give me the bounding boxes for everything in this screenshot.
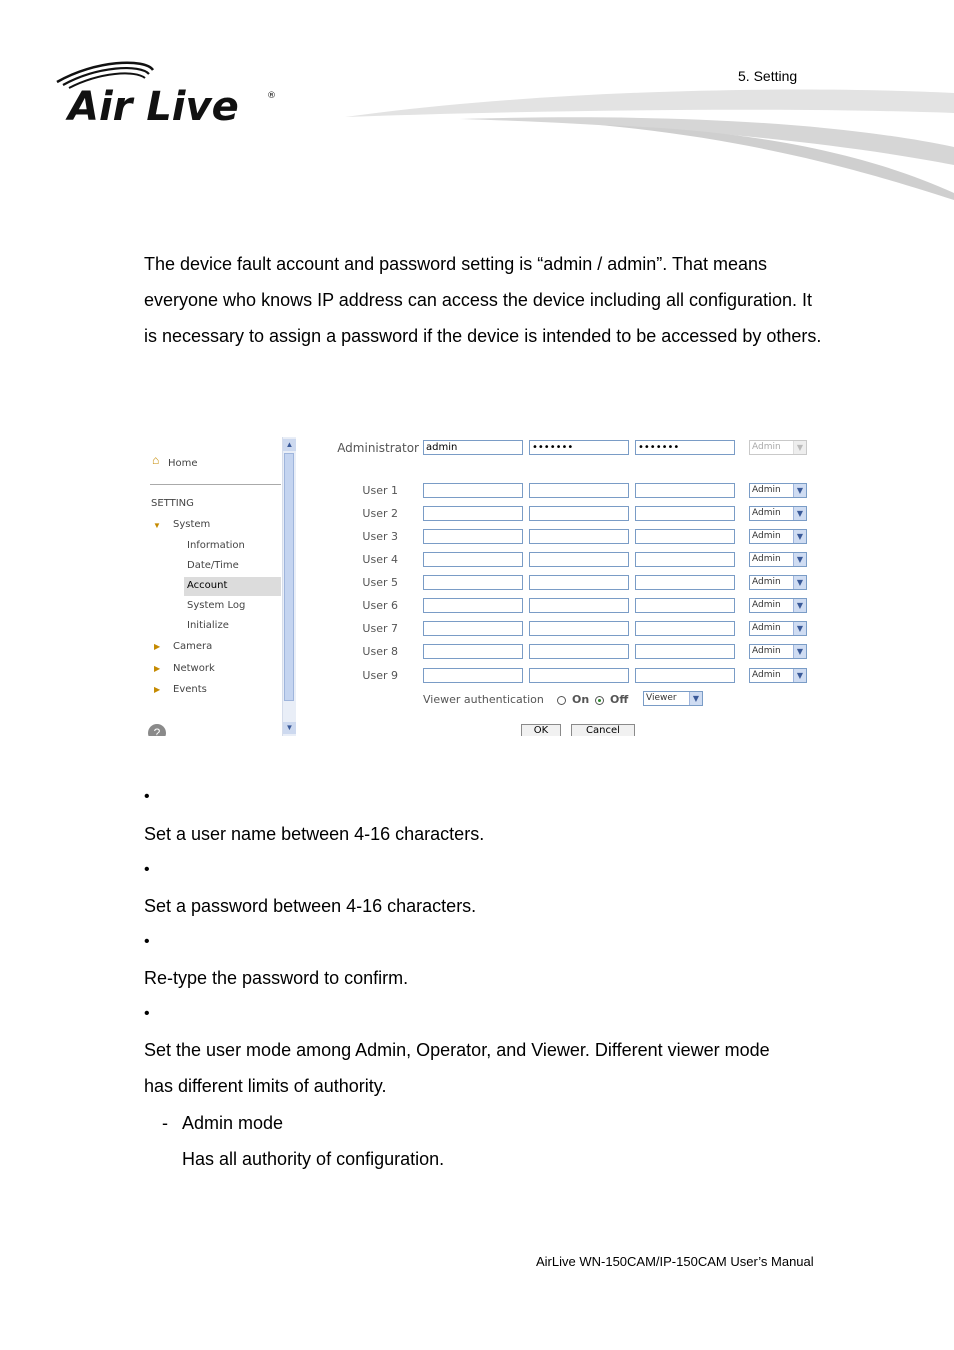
user-mode-select[interactable]: Admin ▼ xyxy=(749,483,807,498)
bullet-icon: • xyxy=(144,861,150,878)
user-name-input[interactable] xyxy=(423,529,523,544)
user-name-input[interactable] xyxy=(423,483,523,498)
user-mode-select[interactable]: Admin ▼ xyxy=(749,529,807,544)
user-password-input[interactable] xyxy=(529,598,629,613)
svg-text:®: ® xyxy=(267,91,276,101)
user-password-input[interactable] xyxy=(529,506,629,521)
bullet-icon: • xyxy=(144,1005,150,1022)
user-label: User 9 xyxy=(362,669,398,682)
chevron-down-icon: ▼ xyxy=(793,441,806,454)
chevron-down-icon: ▼ xyxy=(793,622,806,635)
viewer-mode-select[interactable]: Viewer ▼ xyxy=(643,691,703,706)
user-confirm-input[interactable] xyxy=(635,506,735,521)
nav-camera[interactable]: Camera xyxy=(173,641,213,652)
collapsed-triangle-icon: ▶ xyxy=(154,685,161,694)
cancel-button[interactable]: Cancel xyxy=(571,724,635,736)
description-password: Set a password between 4-16 characters. xyxy=(144,896,477,916)
ok-button[interactable]: OK xyxy=(521,724,561,736)
nav-home[interactable]: Home xyxy=(168,458,198,469)
nav-system[interactable]: System xyxy=(173,519,211,530)
user-confirm-input[interactable] xyxy=(635,668,735,683)
user-label: User 1 xyxy=(362,484,398,497)
user-password-input[interactable] xyxy=(529,644,629,659)
user-password-input[interactable] xyxy=(529,668,629,683)
scroll-thumb[interactable] xyxy=(284,453,294,701)
collapsed-triangle-icon: ▶ xyxy=(154,664,161,673)
nav-account[interactable]: Account xyxy=(187,580,228,591)
description-username: Set a user name between 4-16 characters. xyxy=(144,824,485,844)
admin-mode-select: Admin ▼ xyxy=(749,440,807,455)
nav-network[interactable]: Network xyxy=(173,663,215,674)
user-confirm-input[interactable] xyxy=(635,598,735,613)
bullet-icon: • xyxy=(144,788,150,805)
footer-manual-title: AirLive WN-150CAM/IP-150CAM User’s Manual xyxy=(536,1254,814,1269)
user-name-input[interactable] xyxy=(423,575,523,590)
administrator-label: Administrator xyxy=(337,441,419,455)
admin-mode-title: Admin mode xyxy=(182,1113,284,1133)
viewer-auth-label: Viewer authentication xyxy=(423,693,544,706)
user-confirm-input[interactable] xyxy=(635,644,735,659)
user-label: User 7 xyxy=(362,622,398,635)
chevron-down-icon: ▼ xyxy=(793,669,806,682)
collapsed-triangle-icon: ▶ xyxy=(154,642,161,651)
home-icon[interactable]: ⌂ xyxy=(152,453,160,467)
viewer-auth-on-radio[interactable] xyxy=(557,696,566,705)
viewer-auth-off-label: Off xyxy=(610,693,629,706)
user-label: User 4 xyxy=(362,553,398,566)
sidebar-divider xyxy=(150,484,281,485)
user-mode-select[interactable]: Admin ▼ xyxy=(749,552,807,567)
chevron-down-icon: ▼ xyxy=(793,530,806,543)
sidebar-scrollbar[interactable] xyxy=(282,437,296,736)
viewer-auth-off-radio[interactable] xyxy=(595,696,604,705)
header-swoosh xyxy=(340,85,954,200)
user-mode-select[interactable]: Admin ▼ xyxy=(749,575,807,590)
chevron-down-icon: ▼ xyxy=(793,484,806,497)
viewer-auth-on-label: On xyxy=(572,693,590,706)
user-name-input[interactable] xyxy=(423,644,523,659)
user-mode-select[interactable]: Admin ▼ xyxy=(749,506,807,521)
dash-marker: - xyxy=(162,1113,168,1133)
chevron-down-icon: ▼ xyxy=(793,645,806,658)
nav-system-log[interactable]: System Log xyxy=(187,600,246,611)
chevron-down-icon: ▼ xyxy=(793,553,806,566)
settings-sidebar xyxy=(144,437,282,736)
admin-username-input[interactable]: admin xyxy=(423,440,523,455)
user-name-input[interactable] xyxy=(423,552,523,567)
chevron-down-icon: ▼ xyxy=(793,599,806,612)
user-password-input[interactable] xyxy=(529,575,629,590)
user-confirm-input[interactable] xyxy=(635,483,735,498)
user-confirm-input[interactable] xyxy=(635,575,735,590)
user-password-input[interactable] xyxy=(529,529,629,544)
user-mode-select[interactable]: Admin ▼ xyxy=(749,598,807,613)
user-label: User 6 xyxy=(362,599,398,612)
airlive-logo xyxy=(55,60,280,130)
nav-datetime[interactable]: Date/Time xyxy=(187,560,239,571)
scroll-up-icon[interactable]: ▲ xyxy=(283,439,296,451)
bullet-icon: • xyxy=(144,933,150,950)
description-confirm: Re-type the password to confirm. xyxy=(144,968,409,988)
user-name-input[interactable] xyxy=(423,621,523,636)
user-mode-select[interactable]: Admin ▼ xyxy=(749,668,807,683)
user-password-input[interactable] xyxy=(529,483,629,498)
user-mode-select[interactable]: Admin ▼ xyxy=(749,621,807,636)
chevron-down-icon: ▼ xyxy=(793,576,806,589)
user-label: User 5 xyxy=(362,576,398,589)
chevron-down-icon: ▼ xyxy=(689,692,702,705)
user-name-input[interactable] xyxy=(423,598,523,613)
user-password-input[interactable] xyxy=(529,552,629,567)
user-confirm-input[interactable] xyxy=(635,552,735,567)
chevron-down-icon: ▼ xyxy=(793,507,806,520)
setting-heading: SETTING xyxy=(151,498,194,509)
intro-paragraph: The device fault account and password setting is “admin / admin”. That means everyone who knows IP address can access the device including all configuration. It is necessary to assign a password if the device is intended to be accessed by others. xyxy=(144,254,822,346)
expanded-triangle-icon: ▼ xyxy=(153,521,161,530)
scroll-down-icon[interactable]: ▼ xyxy=(283,722,296,734)
admin-password-input[interactable]: ••••••• xyxy=(529,440,629,455)
nav-information[interactable]: Information xyxy=(187,540,245,551)
user-label: User 8 xyxy=(362,645,398,658)
user-label: User 2 xyxy=(362,507,398,520)
nav-initialize[interactable]: Initialize xyxy=(187,620,229,631)
user-name-input[interactable] xyxy=(423,506,523,521)
description-user-mode: Set the user mode among Admin, Operator, and Viewer. Different viewer mode has different limits of authority. xyxy=(144,1040,770,1096)
user-confirm-input[interactable] xyxy=(635,529,735,544)
user-label: User 3 xyxy=(362,530,398,543)
svg-text:Air Live: Air Live xyxy=(68,84,239,130)
admin-confirm-input[interactable]: ••••••• xyxy=(635,440,735,455)
help-icon[interactable]: ? xyxy=(148,724,166,736)
user-confirm-input[interactable] xyxy=(635,621,735,636)
user-password-input[interactable] xyxy=(529,621,629,636)
user-name-input[interactable] xyxy=(423,668,523,683)
user-mode-select[interactable]: Admin ▼ xyxy=(749,644,807,659)
admin-mode-description: Has all authority of configuration. xyxy=(182,1149,445,1169)
nav-events[interactable]: Events xyxy=(173,684,207,695)
account-settings-screenshot xyxy=(144,437,810,736)
chapter-title: 5. Setting xyxy=(738,68,798,84)
